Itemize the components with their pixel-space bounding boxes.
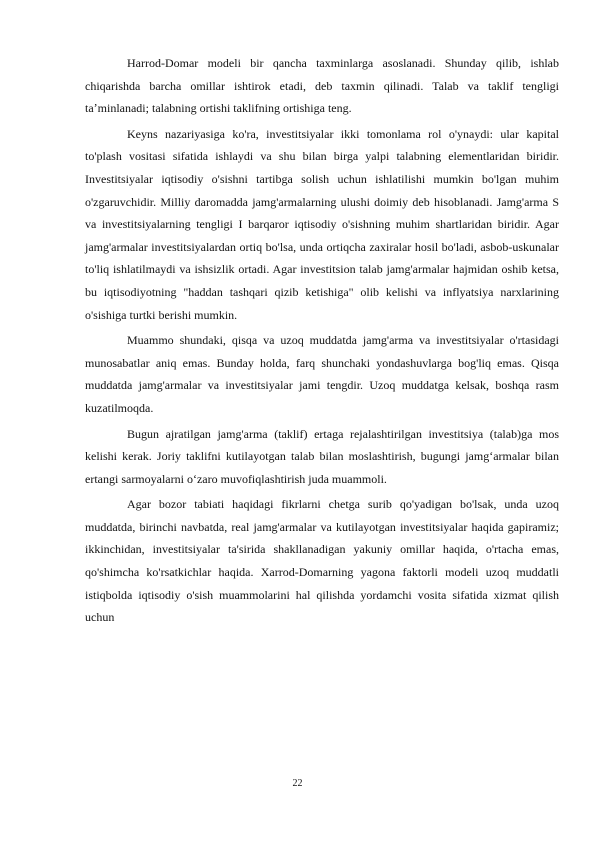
document-body bbox=[85, 52, 559, 632]
paragraph-long-run-factors: Agar bozor tabiati haqidagi fikrlarni chetga surib qo'yadigan bo'lsak, unda uzoq muddatda, birinchi navbatda, real jamg'armalar va kutilayotgan investitsiyalar haqida gapiramiz; ikkinchidan, investitsiyalar ta'sirida shakllanadigan yakuniy omillar haqida, o'rtacha emas, qo'shimcha ko'rsatkichlar haqida. Xarrod-Domarning yagona faktorli modeli uzoq muddatli istiqbolda iqtisodiy o'sish muammolarini hal qilishda yordamchi vosita sifatida xizmat qilish uchun bbox=[85, 497, 559, 625]
paragraph-supply-demand-matching: Bugun ajratilgan jamg'arma (taklif) ertaga rejalashtirilgan investitsiya (talab)ga mos kelishi kerak. Joriy taklifni kutilayotgan talab bilan moslashtirish, bugungi jamg‘armalar bilan ertangi sarmoyalarni o‘zaro muvofiqlashtirish juda muammoli. bbox=[85, 426, 559, 486]
paragraph-savings-investment-problem: Muammo shundaki, qisqa va uzoq muddatda jamg'arma va investitsiyalar o'rtasidagi munosabatlar aniq emas. Bunday holda, farq shunchaki yondashuvlarga bog'liq emas. Qisqa muddatda jamg'armalar va investitsiyalar jami tengdir. Uzoq muddatga kelsak, boshqa rasm kuzatilmoqda. bbox=[85, 333, 559, 415]
page-number: 22 bbox=[292, 778, 303, 789]
paragraph-keynes-investment-role: Keyns nazariyasiga ko'ra, investitsiyalar ikki tomonlama rol o'ynaydi: ular kapital to'plash vositasi sifatida ishlaydi va shu bilan birga yalpi talabning elementlaridan biridir. Investitsiyalar iqtisodiy o'sishni tartibga solish uchun ishlatilishi mumkin bo'lgan muhim o'zgaruvchidir. Milliy daromadda jamg'armalarning ulushi doimiy deb hisoblanadi. Jamg'arma S va investitsiyalarning tengligi I barqaror iqtisodiy o'sishning muhim shartlaridan biridir. Agar jamg'armalar investitsiyalardan ortiq bo'lsa, unda ortiqcha zaxiralar hosil bo'ladi, asbob-uskunalar to'liq ishlatilmaydi va ishsizlik ortadi. Agar investitsion talab jamg'armalar hajmidan oshib ketsa, bu iqtisodiyotning "haddan tashqari qizib ketishiga" olib kelishi va inflyatsiya narxlarining o'sishiga turtki berishi mumkin. bbox=[85, 126, 559, 322]
paragraph-harrod-domar-assumptions: Harrod-Domar modeli bir qancha taxminlarga asoslanadi. Shunday qilib, ishlab chiqarishda barcha omillar ishtirok etadi, deb taxmin qilinadi. Talab va taklif tengligi taʼminlanadi; talabning ortishi taklifning ortishiga teng. bbox=[85, 56, 559, 116]
